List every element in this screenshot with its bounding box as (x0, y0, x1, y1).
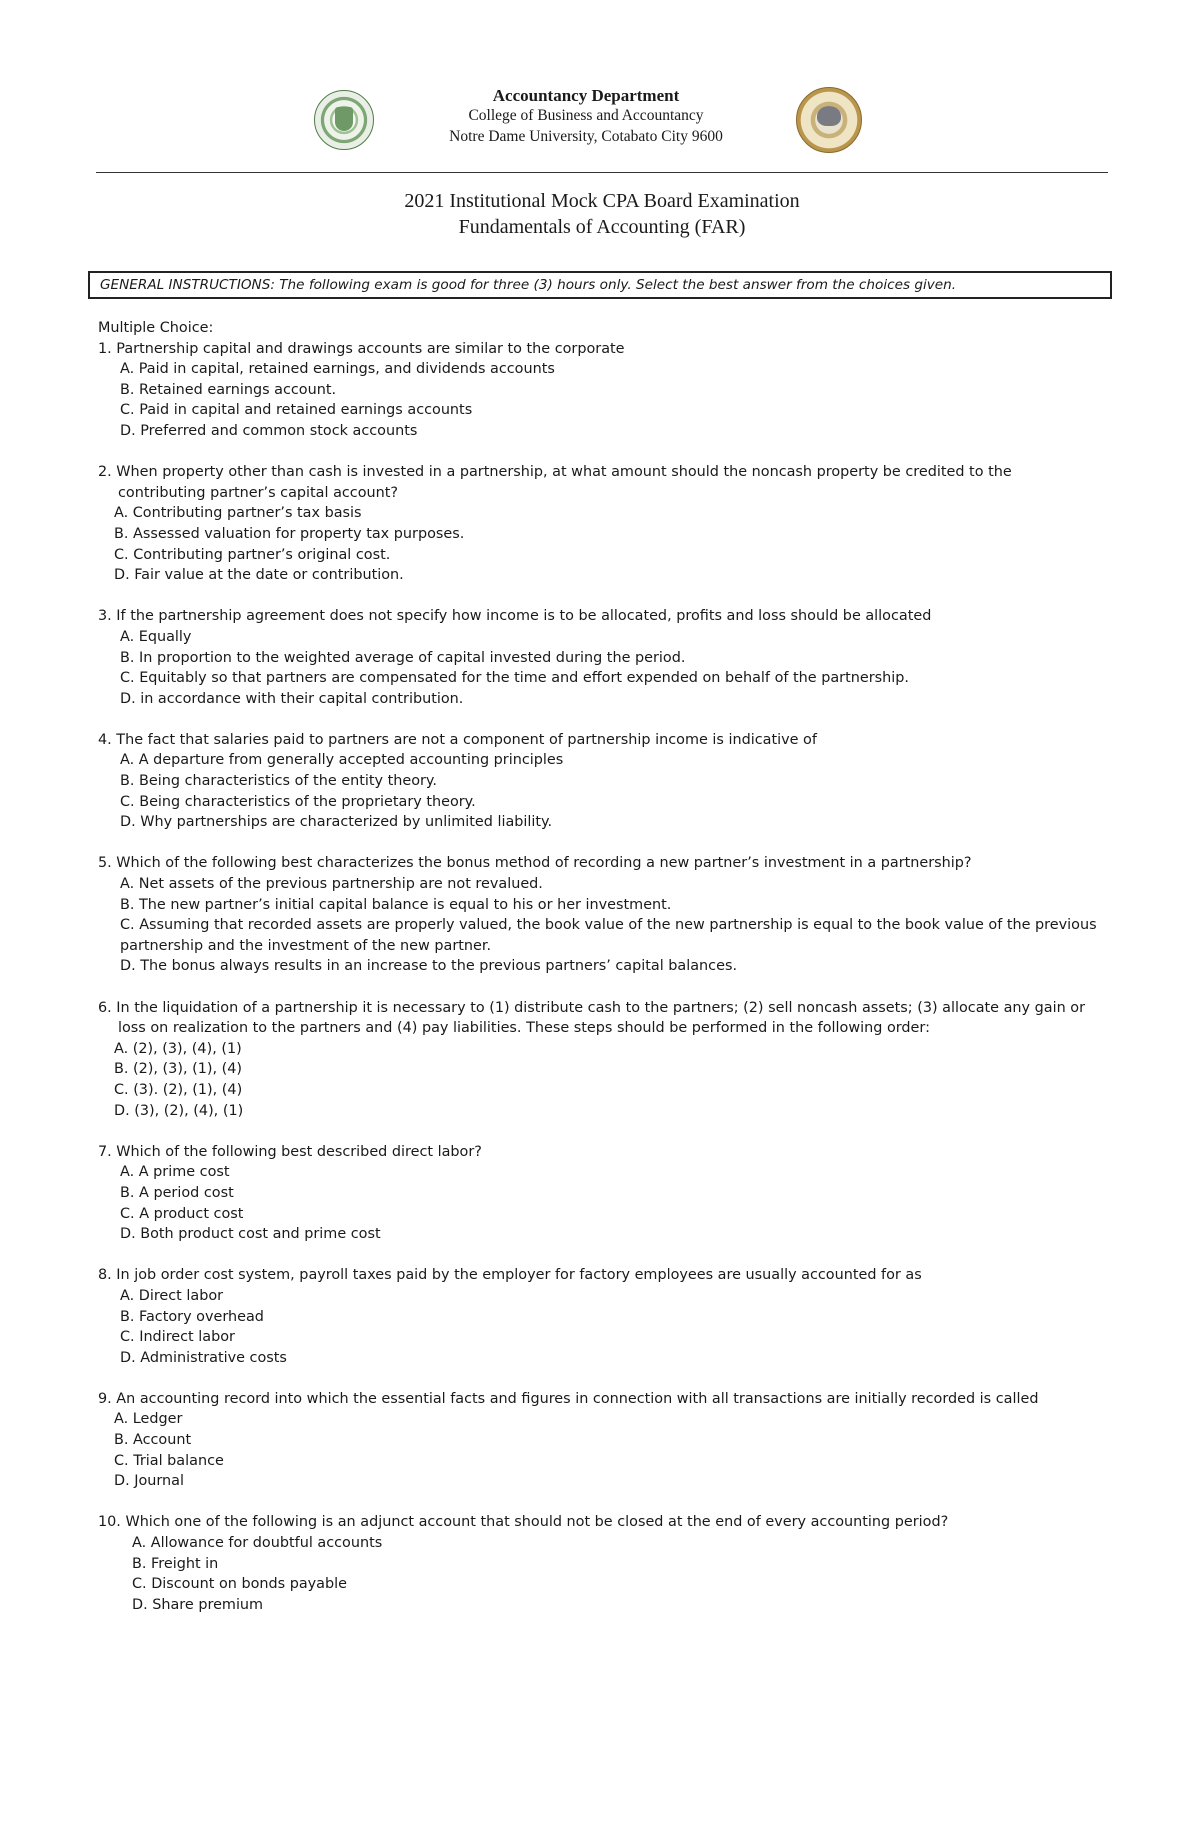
choice-b: B. Factory overhead (120, 1308, 264, 1325)
question-list (98, 318, 1098, 1636)
choice-b: B. Retained earnings account. (120, 381, 337, 398)
choice-d: D. Share premium (132, 1596, 264, 1613)
choice-d: D. The bonus always results in an increase to the previous partners’ capital balances. (120, 958, 738, 975)
choice-d: D. Fair value at the date or contribution. (114, 567, 404, 584)
choice-d: D. Both product cost and prime cost (120, 1226, 381, 1243)
choice-d: D. Preferred and common stock accounts (120, 422, 418, 439)
choice-b: B. Freight in (132, 1555, 219, 1572)
question-stem: 7. Which of the following best described direct labor? (98, 1143, 482, 1160)
choice-c: C. (3). (2), (1), (4) (114, 1081, 243, 1098)
general-instructions: GENERAL INSTRUCTIONS: The following exam is good for three (3) hours only. Select the best answer from the choices given. (88, 271, 1112, 299)
choice-c: C. Being characteristics of the proprietary theory. (120, 793, 476, 810)
choice-c: C. Equitably so that partners are compensated for the time and effort expended on behalf of the partnership. (120, 670, 909, 687)
question-stem: 2. When property other than cash is invested in a partnership, at what amount should the noncash property be credited to the contributing partner’s capital account? (98, 464, 1012, 501)
question-8 (98, 1265, 1098, 1368)
choice-b: B. Assessed valuation for property tax purposes. (114, 525, 465, 542)
choice-a: A. Contributing partner’s tax basis (114, 505, 362, 522)
choice-b: B. A period cost (120, 1184, 234, 1201)
question-stem: 6. In the liquidation of a partnership it is necessary to (1) distribute cash to the partners; (2) sell noncash assets; (3) allocate any gain or loss on realization to the partners and (4) pay liabilities. These steps should be performed in the following order: (98, 999, 1085, 1037)
question-stem: 4. The fact that salaries paid to partners are not a component of partnership income is indicative of (98, 731, 817, 748)
choice-b: B. Account (114, 1432, 192, 1449)
question-stem: 5. Which of the following best characterizes the bonus method of recording a new partner’s investment in a partnership? (98, 855, 972, 872)
exam-title: 2021 Institutional Mock CPA Board Examination (404, 190, 800, 212)
exam-subject: Fundamentals of Accounting (FAR) (458, 216, 746, 238)
question-4 (98, 730, 1098, 833)
choice-c: C. Assuming that recorded assets are properly valued, the book value of the new partnership is equal to the book value of the previous partnership and the investment of the new partner. (120, 917, 1097, 954)
choice-d: D. Why partnerships are characterized by unlimited liability. (120, 814, 553, 831)
choice-a: A. A prime cost (120, 1164, 230, 1181)
choice-b: B. (2), (3), (1), (4) (114, 1061, 243, 1078)
choice-b: B. The new partner’s initial capital balance is equal to his or her investment. (120, 896, 672, 913)
question-stem: 9. An accounting record into which the essential facts and figures in connection with all transactions are initially recorded is called (98, 1390, 1039, 1407)
document-header (96, 86, 1108, 173)
choice-b: B. Being characteristics of the entity theory. (120, 773, 437, 790)
choice-c: C. A product cost (120, 1205, 244, 1222)
university-seal-icon (314, 90, 374, 150)
choice-d: D. Administrative costs (120, 1349, 287, 1366)
choice-d: D. in accordance with their capital contribution. (120, 690, 464, 707)
question-stem: 10. Which one of the following is an adjunct account that should not be closed at the end of every accounting period? (98, 1514, 949, 1531)
choice-b: B. In proportion to the weighted average of capital invested during the period. (120, 649, 686, 666)
choice-c: C. Trial balance (114, 1452, 224, 1469)
choice-a: A. A departure from generally accepted accounting principles (120, 752, 564, 769)
choice-a: A. Ledger (114, 1411, 183, 1428)
choice-a: A. (2), (3), (4), (1) (114, 1040, 242, 1057)
choice-a: A. Direct labor (120, 1287, 224, 1304)
question-stem: 8. In job order cost system, payroll taxes paid by the employer for factory employees are usually accounted for as (98, 1267, 922, 1284)
section-label: Multiple Choice: (98, 320, 214, 336)
university-address: Notre Dame University, Cotabato City 9600 (449, 128, 723, 145)
choice-a: A. Equally (120, 628, 192, 645)
choice-c: C. Contributing partner’s original cost. (114, 546, 391, 563)
question-6 (98, 998, 1098, 1122)
question-1 (98, 339, 1098, 442)
question-2 (98, 462, 1098, 586)
question-10 (98, 1512, 1098, 1615)
choice-a: A. Net assets of the previous partnership are not revalued. (120, 876, 543, 893)
question-stem: 3. If the partnership agreement does not specify how income is to be allocated, profits and loss should be allocated (98, 608, 932, 625)
college-name: College of Business and Accountancy (468, 107, 704, 124)
department-name: Accountancy Department (492, 86, 680, 105)
choice-d: D. Journal (114, 1473, 184, 1490)
choice-c: C. Indirect labor (120, 1329, 235, 1346)
choice-c: C. Paid in capital and retained earnings accounts (120, 402, 473, 419)
question-5 (98, 853, 1098, 977)
question-stem: 1. Partnership capital and drawings accounts are similar to the corporate (98, 340, 625, 357)
choice-d: D. (3), (2), (4), (1) (114, 1102, 244, 1119)
question-3 (98, 606, 1098, 709)
choice-c: C. Discount on bonds payable (132, 1576, 347, 1593)
question-7 (98, 1142, 1098, 1245)
choice-a: A. Allowance for doubtful accounts (132, 1535, 383, 1552)
question-9 (98, 1389, 1098, 1492)
college-seal-icon (796, 87, 862, 153)
choice-a: A. Paid in capital, retained earnings, and dividends accounts (120, 361, 555, 378)
